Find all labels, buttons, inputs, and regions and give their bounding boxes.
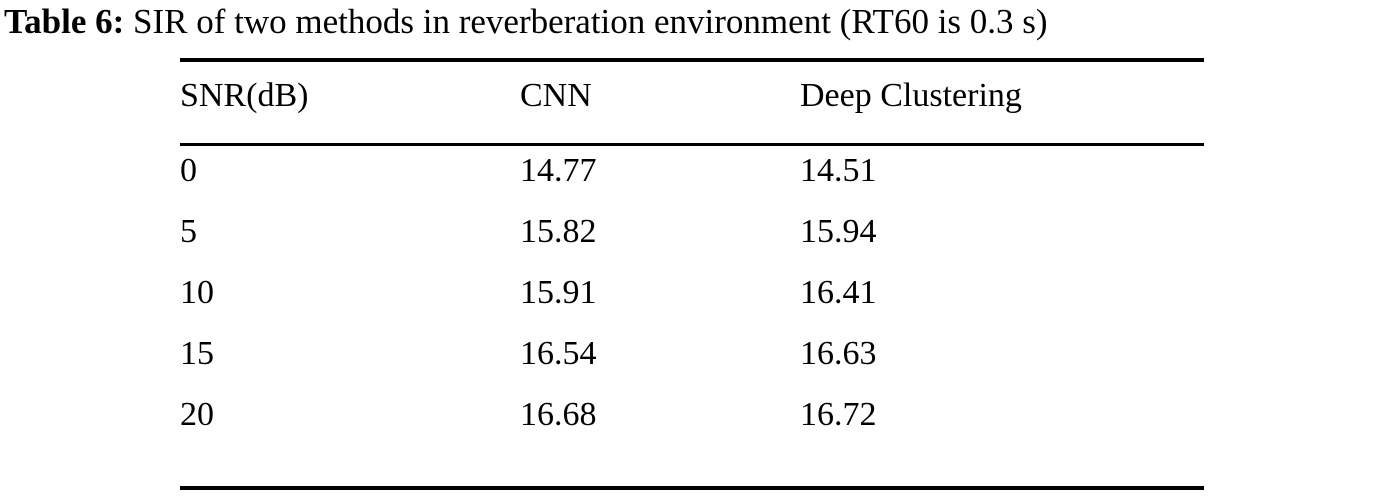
column-header-cnn: CNN	[520, 77, 592, 114]
column-header-deep-clustering: Deep Clustering	[800, 77, 1022, 114]
cell-deep-clustering: 14.51	[800, 152, 877, 189]
table-caption	[4, 0, 1048, 44]
sir-results-table	[180, 58, 1204, 449]
cell-cnn: 15.91	[520, 274, 597, 311]
cell-snr: 15	[180, 335, 214, 372]
table-row	[180, 201, 1204, 262]
cell-snr: 0	[180, 152, 197, 189]
table-body	[180, 134, 1204, 449]
cell-deep-clustering: 16.63	[800, 335, 877, 372]
cell-snr: 5	[180, 213, 197, 250]
table-bottom-rule	[180, 486, 1204, 490]
table-row	[180, 384, 1204, 449]
cell-deep-clustering: 16.41	[800, 274, 877, 311]
cell-deep-clustering: 15.94	[800, 213, 877, 250]
table-container	[180, 58, 1204, 449]
cell-cnn: 16.54	[520, 335, 597, 372]
cell-cnn: 15.82	[520, 213, 597, 250]
cell-cnn: 16.68	[520, 396, 597, 433]
table-row	[180, 323, 1204, 384]
table-row	[180, 134, 1204, 201]
table-caption-label: Table 6:	[4, 2, 125, 41]
cell-deep-clustering: 16.72	[800, 396, 877, 433]
table-header	[180, 58, 1204, 134]
cell-snr: 10	[180, 274, 214, 311]
column-header-snr: SNR(dB)	[180, 77, 309, 114]
cell-cnn: 14.77	[520, 152, 597, 189]
table-caption-text: SIR of two methods in reverberation environment (RT60 is 0.3 s)	[133, 2, 1048, 41]
table-header-row	[180, 58, 1204, 134]
table-row	[180, 262, 1204, 323]
cell-snr: 20	[180, 396, 214, 433]
